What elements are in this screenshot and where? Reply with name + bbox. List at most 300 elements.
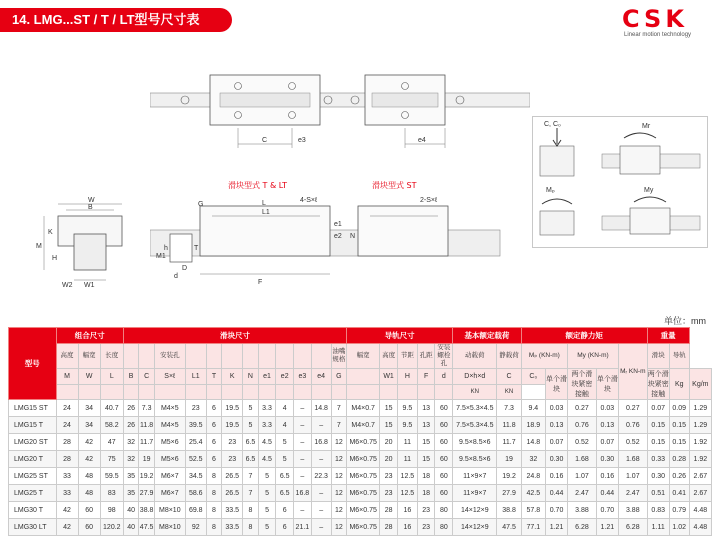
moment-group-header: 额定静力矩 — [521, 328, 647, 344]
table-cell: 7 — [331, 417, 347, 434]
table-cell: 0.33 — [647, 451, 669, 468]
table-cell: 26.5 — [222, 485, 243, 502]
col-load-c: C — [497, 369, 521, 385]
table-cell: 0.44 — [545, 485, 567, 502]
col-b: B — [123, 369, 138, 385]
table-cell: 42 — [78, 451, 100, 468]
page-title: 14. LMG...ST / T / LT型号尺寸表 — [0, 8, 232, 32]
table-cell: 6.5 — [276, 485, 294, 502]
table-cell: – — [311, 519, 331, 536]
table-cell: 12.5 — [397, 468, 417, 485]
dim-f: F — [258, 279, 263, 286]
table-cell: 12 — [331, 519, 347, 536]
table-cell: 21.1 — [294, 519, 312, 536]
table-cell: 1.68 — [568, 451, 597, 468]
table-cell: 39.5 — [185, 417, 206, 434]
dim-m1: M1 — [156, 253, 166, 260]
table-cell: 15 — [417, 451, 435, 468]
table-cell: 7 — [243, 485, 258, 502]
table-cell: 6 — [206, 451, 221, 468]
table-cell: 28 — [56, 451, 78, 468]
sub-length: 长度 — [100, 344, 123, 369]
dim-w1: W1 — [84, 282, 95, 289]
table-row — [9, 502, 712, 519]
col-m: M — [56, 369, 78, 385]
table-cell: 60 — [435, 434, 453, 451]
table-cell: 23 — [417, 502, 435, 519]
table-cell: 6 — [276, 502, 294, 519]
col-s: S×ℓ — [154, 369, 185, 385]
table-cell: 0.03 — [545, 400, 567, 417]
table-cell: M6×0.75 — [347, 451, 380, 468]
table-cell: – — [294, 417, 312, 434]
table-cell: M5×6 — [154, 451, 185, 468]
table-cell: M4×0.7 — [347, 400, 380, 417]
table-cell: 2.47 — [618, 485, 647, 502]
dim-e1: e1 — [334, 221, 342, 228]
table-cell: 0.52 — [568, 434, 597, 451]
col-l: L — [100, 369, 123, 385]
sub-my: My (KN-m) — [568, 344, 619, 369]
dim-g: G — [198, 201, 204, 208]
col-t: T — [206, 369, 221, 385]
table-cell: 7 — [331, 400, 347, 417]
table-cell: 16.8 — [294, 485, 312, 502]
table-cell: 4.5 — [258, 434, 276, 451]
table-cell: 2.67 — [689, 485, 711, 502]
sub-mp: Mₚ (KN-m) — [521, 344, 567, 369]
table-cell: 24 — [56, 417, 78, 434]
table-cell: 1.02 — [669, 519, 689, 536]
table-cell: M6×7 — [154, 485, 185, 502]
table-cell: 11×9×7 — [453, 485, 497, 502]
table-cell: 14×12×9 — [453, 502, 497, 519]
top-view-drawing — [150, 60, 530, 160]
model-cell: LMG15 T — [9, 417, 57, 434]
table-cell: 19.2 — [497, 468, 521, 485]
table-cell: 16 — [397, 519, 417, 536]
table-cell: 5 — [258, 468, 276, 485]
table-cell: 9.5 — [397, 417, 417, 434]
model-cell: LMG25 ST — [9, 468, 57, 485]
table-cell: 0.15 — [647, 417, 669, 434]
table-cell: 60 — [435, 468, 453, 485]
table-cell: 19.2 — [139, 468, 154, 485]
table-cell: 14×12×9 — [453, 519, 497, 536]
table-cell: 58.2 — [100, 417, 123, 434]
dim-l1: L1 — [262, 209, 270, 216]
table-cell: 5 — [258, 519, 276, 536]
table-cell: 0.16 — [545, 468, 567, 485]
logo-letters: CSK — [622, 5, 688, 33]
table-cell: 28 — [380, 502, 398, 519]
table-cell: 24 — [56, 400, 78, 417]
table-cell: 23 — [222, 434, 243, 451]
table-cell: 2.47 — [568, 485, 597, 502]
col-my-single: 单个滑块 — [596, 369, 618, 400]
col-dhd: D×h×d — [453, 369, 497, 385]
sub-stat: 静载荷 — [497, 344, 521, 369]
table-cell: 6.5 — [243, 451, 258, 468]
table-cell: 48 — [78, 468, 100, 485]
sub-pitch: 节距 — [397, 344, 417, 369]
col-w1: W1 — [380, 369, 398, 385]
sub-width: 幅宽 — [78, 344, 100, 369]
table-cell: 18.9 — [521, 417, 545, 434]
table-cell: 0.26 — [669, 468, 689, 485]
table-cell: 15 — [380, 417, 398, 434]
table-cell: 4.5 — [258, 451, 276, 468]
table-cell: 58.6 — [185, 485, 206, 502]
table-cell: 38.8 — [139, 502, 154, 519]
table-cell: 12 — [331, 451, 347, 468]
table-cell: 7.5×5.3×4.5 — [453, 400, 497, 417]
table-cell: 42.5 — [521, 485, 545, 502]
table-cell: 4.48 — [689, 502, 711, 519]
table-cell: 5 — [258, 485, 276, 502]
table-cell: 33.5 — [222, 502, 243, 519]
table-cell: 13 — [417, 417, 435, 434]
table-cell: 3.88 — [618, 502, 647, 519]
dim-d: d — [174, 273, 178, 280]
table-cell: 1.29 — [689, 417, 711, 434]
st-type-label: 滑块型式 ST — [372, 181, 417, 190]
table-cell: 32 — [123, 434, 138, 451]
table-cell: 0.44 — [596, 485, 618, 502]
table-cell: 42 — [56, 519, 78, 536]
brand-logo — [622, 6, 708, 40]
table-cell: 42 — [56, 502, 78, 519]
table-cell: 20 — [380, 434, 398, 451]
table-cell: 57.8 — [521, 502, 545, 519]
table-cell: 69.8 — [185, 502, 206, 519]
table-cell: 0.07 — [596, 434, 618, 451]
table-cell: 47.5 — [497, 519, 521, 536]
table-cell: 33.5 — [222, 519, 243, 536]
dim-w2: W2 — [62, 282, 73, 289]
model-cell: LMG25 T — [9, 485, 57, 502]
table-cell: 48 — [78, 485, 100, 502]
table-cell: 1.68 — [618, 451, 647, 468]
table-cell: 34.5 — [185, 468, 206, 485]
table-cell: 14.8 — [521, 434, 545, 451]
table-cell: 1.11 — [647, 519, 669, 536]
dim-e2: e2 — [334, 233, 342, 240]
table-cell: 14.8 — [311, 400, 331, 417]
table-cell: 0.27 — [568, 400, 597, 417]
table-cell: 0.15 — [669, 417, 689, 434]
table-cell: 9.5×8.5×6 — [453, 451, 497, 468]
sub-mr: Mᵣ KN-m — [618, 344, 647, 400]
table-cell: 1.07 — [568, 468, 597, 485]
table-cell: 0.79 — [669, 502, 689, 519]
table-cell: 1.07 — [618, 468, 647, 485]
col-mp-double: 两个滑块紧密接触 — [568, 369, 597, 400]
table-cell: 59.5 — [100, 468, 123, 485]
sub-mount-hole: 安装孔 — [154, 344, 185, 369]
col-e4: e4 — [311, 369, 331, 385]
table-cell: 35 — [123, 468, 138, 485]
table-row — [9, 434, 712, 451]
table-cell: – — [294, 400, 312, 417]
table-cell: 28 — [380, 519, 398, 536]
table-cell: 0.27 — [618, 400, 647, 417]
logo-tagline: Linear motion technology — [624, 32, 692, 38]
table-cell: 8 — [206, 519, 221, 536]
table-cell: 5 — [276, 434, 294, 451]
table-cell: 60 — [435, 485, 453, 502]
table-cell: 26.5 — [222, 468, 243, 485]
moment-mp-label: Mₚ — [546, 187, 555, 194]
table-row — [9, 519, 712, 536]
table-cell: 6.5 — [276, 468, 294, 485]
table-cell: 16 — [397, 502, 417, 519]
table-cell: 3.3 — [258, 400, 276, 417]
table-cell: 6.5 — [243, 434, 258, 451]
table-cell: 1.21 — [545, 519, 567, 536]
table-cell: 8 — [206, 468, 221, 485]
table-cell: 19.5 — [222, 400, 243, 417]
table-cell: 75 — [100, 451, 123, 468]
table-cell: 4 — [276, 400, 294, 417]
dim-b: B — [88, 204, 93, 211]
table-cell: 0.52 — [618, 434, 647, 451]
table-cell: 34 — [78, 417, 100, 434]
table-cell: 40.7 — [100, 400, 123, 417]
table-cell: – — [311, 485, 331, 502]
table-cell: 4.48 — [689, 519, 711, 536]
cross-section-drawing — [30, 190, 150, 290]
table-cell: 40 — [123, 519, 138, 536]
table-cell: 60 — [435, 400, 453, 417]
col-weight-rail-unit: Kg/m — [689, 369, 711, 400]
table-cell: 6.28 — [568, 519, 597, 536]
table-cell: M4×0.7 — [347, 417, 380, 434]
table-cell: M4×5 — [154, 400, 185, 417]
col-w: W — [78, 369, 100, 385]
weight-group-header: 重量 — [647, 328, 689, 344]
unit-label: 单位：mm — [664, 316, 706, 326]
table-cell: 0.76 — [618, 417, 647, 434]
col-e3: e3 — [294, 369, 312, 385]
table-cell: 22.3 — [311, 468, 331, 485]
table-cell: 11.7 — [497, 434, 521, 451]
table-cell: 80 — [435, 519, 453, 536]
table-cell: 23 — [185, 400, 206, 417]
table-cell: 12 — [331, 502, 347, 519]
table-cell: 8 — [243, 502, 258, 519]
table-cell: 0.30 — [596, 451, 618, 468]
table-cell: 5 — [243, 417, 258, 434]
table-cell: 6.28 — [618, 519, 647, 536]
table-cell: M6×7 — [154, 468, 185, 485]
unit-dyn: KN — [453, 385, 497, 400]
table-cell: 47.5 — [139, 519, 154, 536]
table-cell: 15 — [417, 434, 435, 451]
table-cell: M4×5 — [154, 417, 185, 434]
table-cell: 47 — [100, 434, 123, 451]
model-cell: LMG20 T — [9, 451, 57, 468]
moment-my-label: My — [644, 187, 654, 194]
table-cell: 26 — [123, 417, 138, 434]
table-cell: 0.41 — [669, 485, 689, 502]
table-cell: 18 — [417, 485, 435, 502]
col-load-c0: C₀ — [521, 369, 545, 385]
table-cell: 11 — [397, 451, 417, 468]
side-view-drawing — [150, 176, 510, 292]
table-cell: 33 — [56, 485, 78, 502]
table-cell: 33 — [56, 468, 78, 485]
table-cell: 0.76 — [568, 417, 597, 434]
table-cell: 19.5 — [222, 417, 243, 434]
table-row — [9, 400, 712, 417]
table-cell: 0.83 — [647, 502, 669, 519]
table-cell: 2.67 — [689, 468, 711, 485]
col-h: H — [397, 369, 417, 385]
table-cell: M8×10 — [154, 502, 185, 519]
table-cell: 35 — [123, 485, 138, 502]
table-row — [9, 451, 712, 468]
table-cell: 6 — [206, 400, 221, 417]
sub-height: 高度 — [56, 344, 78, 369]
sub-rail-width: 幅宽 — [347, 344, 380, 369]
col-mp-single: 单个滑块 — [545, 369, 567, 400]
table-cell: 6 — [206, 434, 221, 451]
spec-table — [8, 327, 712, 536]
col-weight-block-unit: Kg — [669, 369, 689, 400]
table-cell: 60 — [78, 519, 100, 536]
tlt-type-label: 滑块型式 T & LT — [228, 181, 287, 190]
table-cell: 7.5×5.3×4.5 — [453, 417, 497, 434]
table-cell: 23 — [380, 468, 398, 485]
table-cell: 0.07 — [545, 434, 567, 451]
table-cell: 0.03 — [596, 400, 618, 417]
table-cell: 0.13 — [545, 417, 567, 434]
table-cell: M6×0.75 — [347, 485, 380, 502]
sub-grease: 油嘴规格 — [331, 344, 347, 369]
table-cell: 11.7 — [139, 434, 154, 451]
table-cell: 9.5×8.5×6 — [453, 434, 497, 451]
col-c: C — [139, 369, 154, 385]
table-row — [9, 485, 712, 502]
table-cell: 34 — [78, 400, 100, 417]
table-cell: 60 — [435, 417, 453, 434]
table-cell: – — [294, 468, 312, 485]
col-my-double: 两个滑块紧密接触 — [647, 369, 669, 400]
moment-mr-label: Mr — [642, 123, 651, 130]
table-cell: 7 — [243, 468, 258, 485]
dim-D: D — [182, 265, 188, 272]
col-e2: e2 — [276, 369, 294, 385]
table-cell: 40 — [123, 502, 138, 519]
dim-k: K — [48, 229, 53, 236]
table-row — [9, 468, 712, 485]
table-cell: 0.30 — [545, 451, 567, 468]
table-cell: 98 — [100, 502, 123, 519]
model-header: 型号 — [9, 328, 57, 400]
block-group-header: 滑块尺寸 — [123, 328, 346, 344]
table-cell: 12.5 — [397, 485, 417, 502]
table-cell: 120.2 — [100, 519, 123, 536]
col-k: K — [222, 369, 243, 385]
moment-c-label: C, C₀ — [544, 121, 561, 128]
table-cell: 0.07 — [647, 400, 669, 417]
table-cell: 32 — [123, 451, 138, 468]
dim-e3: e3 — [298, 137, 306, 144]
table-cell: 11×9×7 — [453, 468, 497, 485]
model-cell: LMG30 LT — [9, 519, 57, 536]
sub-rail-bolt: 安装螺栓孔 — [435, 344, 453, 369]
table-cell: 5 — [276, 451, 294, 468]
table-cell: 6 — [276, 519, 294, 536]
table-cell: 0.28 — [669, 451, 689, 468]
col-f: F — [417, 369, 435, 385]
table-cell: 0.30 — [647, 468, 669, 485]
load-group-header: 基本额定载荷 — [453, 328, 521, 344]
col-g: G — [331, 369, 347, 385]
table-cell: 27.9 — [139, 485, 154, 502]
dim-4sl: 4-S×ℓ — [300, 197, 318, 204]
table-cell: 7.3 — [139, 400, 154, 417]
table-cell: 42 — [78, 434, 100, 451]
table-cell: 20 — [380, 451, 398, 468]
table-cell: 4 — [276, 417, 294, 434]
table-cell: 12 — [331, 468, 347, 485]
table-cell: 3.3 — [258, 417, 276, 434]
table-cell: M6×0.75 — [347, 502, 380, 519]
table-cell: 77.1 — [521, 519, 545, 536]
col-e1: e1 — [258, 369, 276, 385]
table-cell: 18 — [417, 468, 435, 485]
table-cell: 19 — [139, 451, 154, 468]
table-cell: 1.92 — [689, 451, 711, 468]
table-cell: 23 — [417, 519, 435, 536]
table-cell: 0.13 — [596, 417, 618, 434]
table-cell: 23 — [380, 485, 398, 502]
table-cell: – — [311, 502, 331, 519]
sub-rail-weight: 导轨 — [669, 344, 689, 369]
table-cell: 7.3 — [497, 400, 521, 417]
table-cell: – — [311, 417, 331, 434]
table-cell: 0.09 — [669, 400, 689, 417]
col-n: N — [243, 369, 258, 385]
table-cell: 32 — [521, 451, 545, 468]
dim-l: L — [262, 200, 266, 207]
unit-stat: KN — [497, 385, 521, 400]
dim-n: N — [350, 233, 356, 240]
table-cell: 83 — [100, 485, 123, 502]
table-cell: 0.51 — [647, 485, 669, 502]
table-cell: 26 — [123, 400, 138, 417]
table-cell: 8 — [206, 485, 221, 502]
model-cell: LMG15 ST — [9, 400, 57, 417]
table-cell: 52.5 — [185, 451, 206, 468]
sub-block-weight: 滑块 — [647, 344, 669, 369]
table-cell: 19 — [497, 451, 521, 468]
table-cell: 8 — [206, 502, 221, 519]
table-cell: 9.4 — [521, 400, 545, 417]
table-cell: 11.8 — [497, 417, 521, 434]
table-cell: 5 — [258, 502, 276, 519]
table-cell: 6 — [206, 417, 221, 434]
table-cell: 0.15 — [647, 434, 669, 451]
dim-c: C — [262, 137, 268, 144]
table-cell: 1.92 — [689, 434, 711, 451]
dim-h: H — [52, 255, 58, 262]
table-cell: 0.70 — [596, 502, 618, 519]
dim-w: W — [88, 197, 95, 204]
col-l1: L1 — [185, 369, 206, 385]
